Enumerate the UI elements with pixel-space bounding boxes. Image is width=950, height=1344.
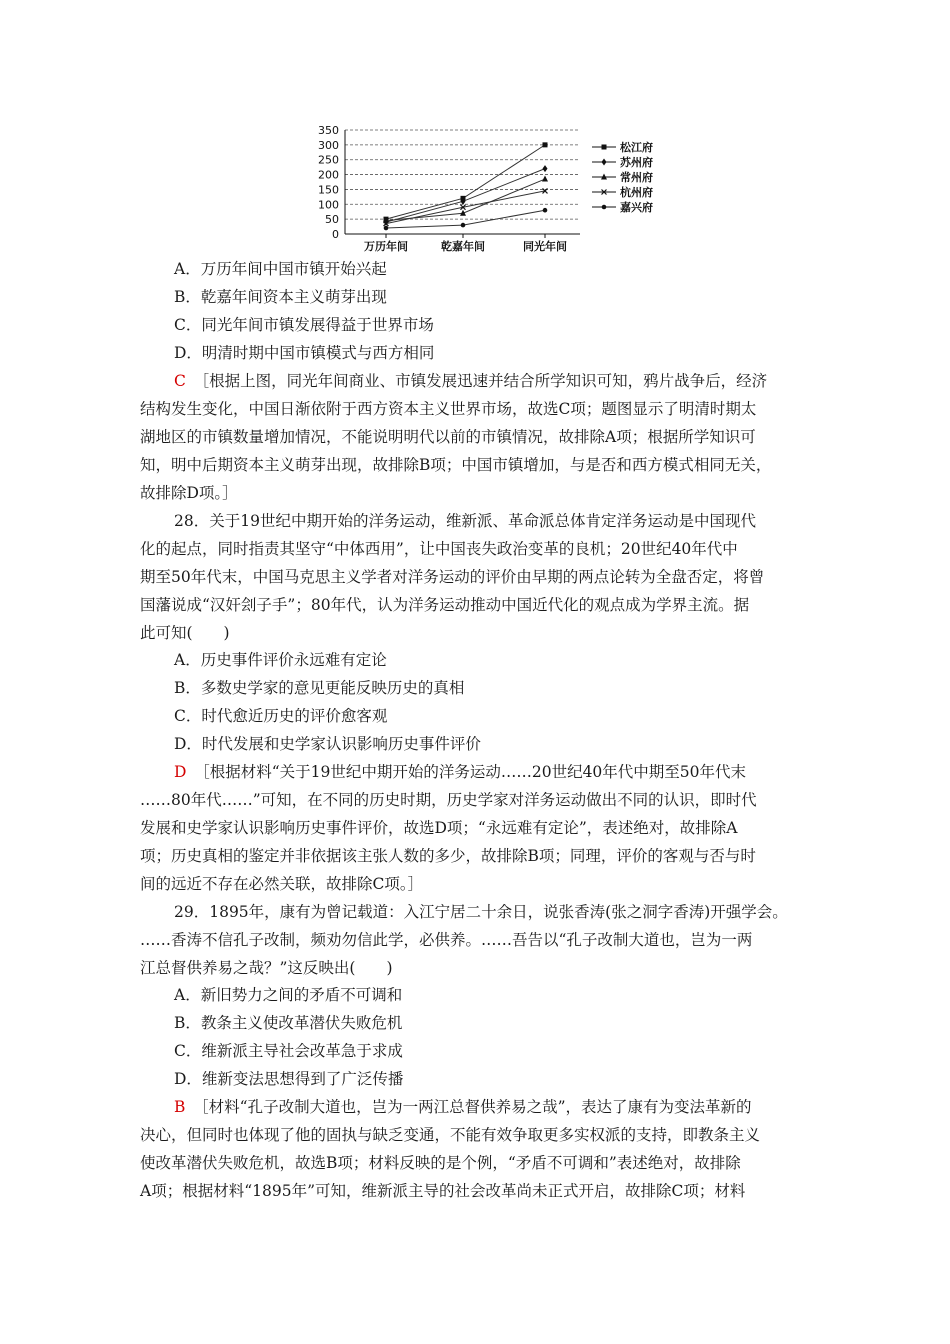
q28-option-c: C．时代愈近历史的评价愈客观 [174,707,388,725]
q28-explanation-line: ……80年代……”可知，在不同的历史时期，历史学家对洋务运动做出不同的认识，即时代 [140,791,757,809]
q28-stem-line: 此可知( ) [140,624,230,642]
q29-option-c: C．维新派主导社会改革急于求成 [174,1042,403,1060]
q28-stem-line: 化的起点，同时指责其坚守“中体西用”，让中国丧失政治变革的良机；20世纪40年代中 [140,540,738,558]
q29-stem-line: 江总督供养易之哉？”这反映出( ) [140,959,393,977]
data-point-dot [602,205,607,210]
q28-option-b: B．多数史学家的意见更能反映历史的真相 [174,679,465,697]
y-tick-label: 200 [318,168,339,182]
q29-answer-letter: B [174,1098,186,1116]
data-point-diamond [543,165,548,172]
x-tick-label: 万历年间 [364,240,408,253]
q28-option-d: D．时代发展和史学家认识影响历史事件评价 [174,735,481,753]
q29-stem-line: 29．1895年，康有为曾记载道：入江宁居二十余日，说张香涛(张之洞字香涛)开强学会。 [174,903,788,921]
q29-option-d: D．维新变法思想得到了广泛传播 [174,1070,404,1088]
q29-explanation-text: ［材料“孔子改制大道也，岂为一两江总督供养易之哉”，表达了康有为变法革新的 [200,1098,752,1116]
q27-explanation-text: ［根据上图，同光年间商业、市镇发展迅速并结合所学知识可知，鸦片战争后，经济 [201,372,768,390]
q27-option-c: C．同光年间市镇发展得益于世界市场 [174,316,434,334]
data-point-dot [461,223,466,228]
q29-explanation-line: A项；根据材料“1895年”可知，维新派主导的社会改革尚未正式开启，故排除C项；材料 [140,1182,746,1200]
q27-answer-letter: C [174,372,186,390]
series-line [386,145,545,219]
data-point-diamond [602,159,607,166]
q28-answer-letter: D [174,763,187,781]
legend-label: 松江府 [620,141,653,154]
q28-stem-line: 28．关于19世纪中期开始的洋务运动，维新派、革命派总体肯定洋务运动是中国现代 [174,512,756,530]
q29-stem-line: ……香涛不信孔子改制，频劝勿信此学，必供养。……吾告以“孔子改制大道也，岂为一两 [140,931,753,949]
legend-label: 杭州府 [620,186,653,199]
q27-option-a: A．万历年间中国市镇开始兴起 [174,260,387,278]
q28-option-a: A．历史事件评价永远难有定论 [174,651,387,669]
x-tick-label: 同光年间 [523,240,567,253]
y-tick-label: 350 [318,124,339,137]
data-point-dot [384,226,389,231]
q28-explanation-line: 项；历史真相的鉴定并非依据该主张人数的多少，故排除B项；同理，评价的客观与否与时 [140,847,756,865]
y-tick-label: 50 [325,213,339,227]
q27-option-b: B．乾嘉年间资本主义萌芽出现 [174,288,387,306]
q29-option-a: A．新旧势力之间的矛盾不可调和 [174,986,403,1004]
q29-explanation-line: 决心，但同时也体现了他的固执与缺乏变通，不能有效争取更多实权派的支持，即教条主义 [140,1126,761,1144]
y-tick-label: 150 [318,183,339,197]
q29-explanation-line: 使改革潜伏失败危机，故选B项；材料反映的是个例，“矛盾不可调和”表述绝对，故排除 [140,1154,741,1172]
legend-label: 嘉兴府 [620,201,653,214]
q27-explanation-line [174,371,950,391]
q28-explanation-line: 间的远近不存在必然关联，故排除C项。］ [140,875,424,893]
legend-label: 苏州府 [620,156,653,169]
y-tick-label: 250 [318,153,339,167]
q28-explanation-line [174,762,950,782]
q28-stem-line: 期至50年代末，中国马克思主义学者对洋务运动的评价由早期的两点论转为全盘否定，将曾 [140,568,765,586]
y-tick-label: 300 [318,138,339,152]
q28-explanation-text: ［根据材料“关于19世纪中期开始的洋务运动……20世纪40年代中期至50年代末 [201,763,747,781]
y-tick-label: 0 [332,228,339,241]
data-point-square [602,145,607,150]
q29-explanation-line [174,1097,950,1117]
line-chart [300,120,700,255]
q28-stem-line: 国藩说成“汉奸刽子手”；80年代，认为洋务运动推动中国近代化的观点成为学界主流。据 [140,596,750,614]
data-point-dot [543,208,548,213]
data-point-square [543,142,548,147]
series-line [386,191,545,224]
q27-explanation-line: 湖地区的市镇数量增加情况，不能说明明代以前的市镇情况，故排除A项；根据所学知识可 [140,428,756,446]
q27-option-d: D．明清时期中国市镇模式与西方相同 [174,344,435,362]
legend-label: 常州府 [620,171,653,184]
q27-explanation-line: 故排除D项。］ [140,484,238,502]
data-point-triangle [542,176,548,182]
x-tick-label: 乾嘉年间 [441,240,485,253]
q27-explanation-line: 结构发生变化，中国日渐依附于西方资本主义世界市场，故选C项；题图显示了明清时期太 [140,400,757,418]
y-tick-label: 100 [318,198,339,212]
q27-explanation-line: 知，明中后期资本主义萌芽出现，故排除B项；中国市镇增加，与是否和西方模式相同无关， [140,456,772,474]
q29-option-b: B．教条主义使改革潜伏失败危机 [174,1014,403,1032]
q28-explanation-line: 发展和史学家认识影响历史事件评价，故选D项；“永远难有定论”，表述绝对，故排除A [140,819,738,837]
